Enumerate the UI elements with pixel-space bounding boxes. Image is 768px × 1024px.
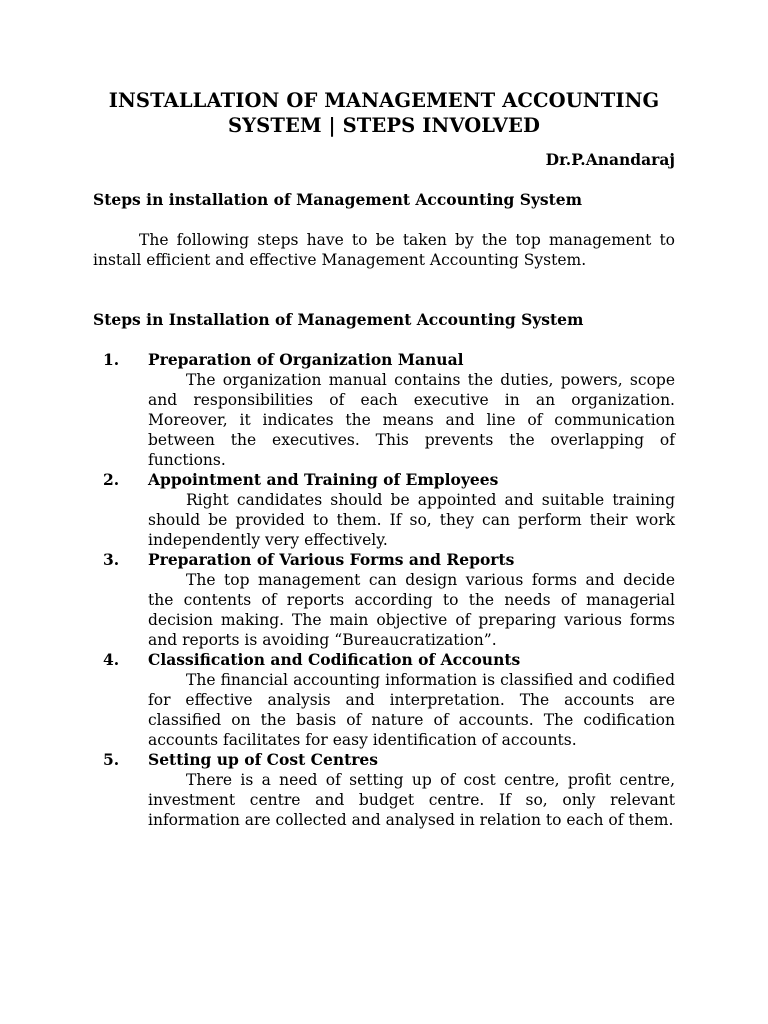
step-body: The top management can design various forms and decide the contents of reports according to the needs of managerial decision making. The main objective of preparing various forms and reports is avoiding “Bureaucratization”. <box>148 571 675 649</box>
author-name: Dr.P.Anandaraj <box>545 150 675 169</box>
document-title <box>80 88 688 138</box>
step-number: 2. <box>103 470 120 489</box>
step-number: 4. <box>103 650 120 669</box>
step-number: 1. <box>103 350 120 369</box>
step-title: Preparation of Organization Manual <box>148 350 464 369</box>
step-title: Appointment and Training of Employees <box>148 470 499 489</box>
step-number: 5. <box>103 750 120 769</box>
step-title: Setting up of Cost Centres <box>148 750 379 769</box>
step-body: Right candidates should be appointed and suitable training should be provided to them. If so, they can perform their work independently very effectively. <box>148 491 675 549</box>
step-title: Preparation of Various Forms and Reports <box>148 550 515 569</box>
step-title: Classification and Codification of Accounts <box>148 650 521 669</box>
list-item <box>93 550 675 650</box>
title-line-1: INSTALLATION OF MANAGEMENT ACCOUNTING <box>108 89 660 112</box>
step-body: The organization manual contains the duties, powers, scope and responsibilities of each executive in an organization. Moreover, it indicates the means and line of communication between the executives. This prevents the overlapping of functions. <box>148 371 675 469</box>
step-number: 3. <box>103 550 120 569</box>
list-item <box>93 350 675 470</box>
step-body: There is a need of setting up of cost centre, profit centre, investment centre and budget centre. If so, only relevant information are collected and analysed in relation to each of them. <box>148 771 675 829</box>
title-line-2: SYSTEM | STEPS INVOLVED <box>227 114 541 137</box>
step-body: The financial accounting information is classified and codified for effective analysis and interpretation. The accounts are classified on the basis of nature of accounts. The codification accounts facilitates for easy identification of accounts. <box>148 671 675 749</box>
intro-paragraph: The following steps have to be taken by the top management to install efficient and effective Management Accounting System. <box>93 231 675 269</box>
section-heading-2: Steps in Installation of Management Accounting System <box>93 310 584 329</box>
list-item <box>93 650 675 750</box>
list-item <box>93 470 675 550</box>
list-item <box>93 750 675 830</box>
steps-list <box>93 350 675 830</box>
section-heading-1: Steps in installation of Management Accounting System <box>93 190 583 209</box>
